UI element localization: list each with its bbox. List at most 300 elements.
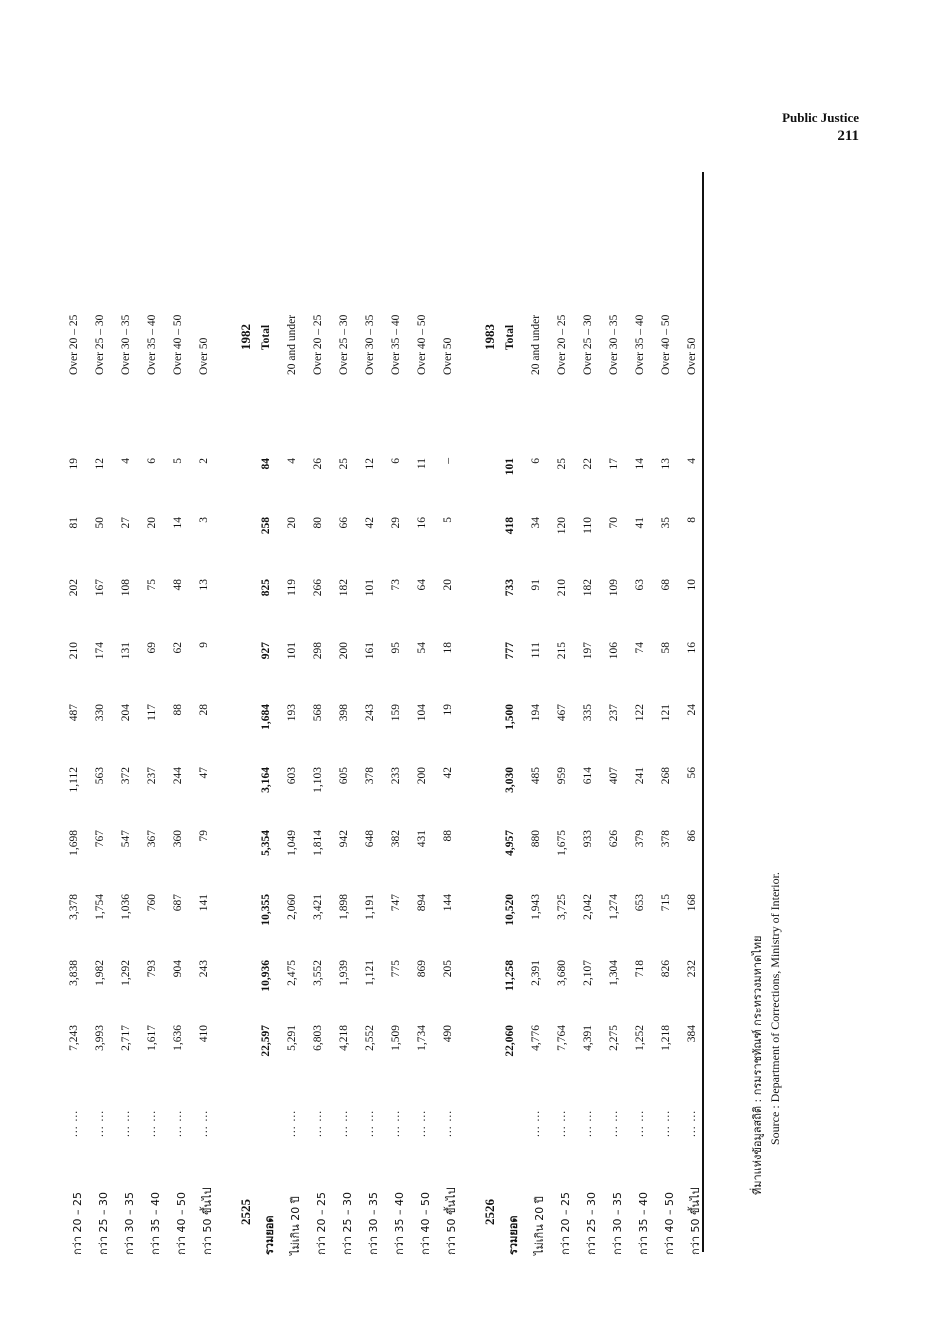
cell-value: 200 <box>416 767 428 785</box>
row-label-english: Over 50 <box>198 337 210 375</box>
cell-value: 101 <box>286 642 298 660</box>
cell-value: 167 <box>94 579 106 597</box>
row-label-thai: กว่า 30 – 35 <box>367 1192 380 1255</box>
cell-value: 793 <box>146 960 158 978</box>
table-row <box>64 185 90 1255</box>
cell-value: 161 <box>364 642 376 660</box>
row-label-thai: กว่า 35 – 40 <box>393 1192 406 1255</box>
cell-value: 70 <box>608 517 620 529</box>
table-row <box>334 185 360 1255</box>
cell-value: 2,107 <box>582 960 594 986</box>
cell-value: 210 <box>556 579 568 597</box>
cell-value: 159 <box>390 704 402 722</box>
cell-value: 182 <box>582 579 594 597</box>
cell-value: 232 <box>686 960 698 978</box>
leader-dots: ... ... <box>442 1109 454 1137</box>
leader-dots: ... ... <box>686 1109 698 1137</box>
row-label-english: Over 25 – 30 <box>582 314 594 375</box>
cell-value: 42 <box>442 767 454 779</box>
cell-value: 1,617 <box>146 1025 158 1051</box>
cell-value: 1,675 <box>556 830 568 856</box>
cell-value: 8 <box>686 517 698 523</box>
cell-value: 2,717 <box>120 1025 132 1051</box>
row-label-thai: กว่า 50 ขึ้นไป <box>445 1187 458 1255</box>
cell-value: 894 <box>416 894 428 912</box>
cell-value: 131 <box>120 642 132 660</box>
cell-value: 1,252 <box>634 1025 646 1051</box>
cell-value: 119 <box>286 579 298 596</box>
cell-value: 194 <box>530 704 542 722</box>
cell-value: 244 <box>172 767 184 785</box>
cell-value: 410 <box>198 1025 210 1043</box>
cell-value: 3,552 <box>312 960 324 986</box>
cell-value: 13 <box>660 458 672 470</box>
cell-value: 1,103 <box>312 767 324 793</box>
cell-value: 101 <box>504 458 516 476</box>
leader-dots: ... ... <box>416 1109 428 1137</box>
cell-value: 4 <box>286 458 298 464</box>
cell-value: 3,164 <box>260 767 272 793</box>
cell-value: 20 <box>442 579 454 591</box>
row-label-english: Over 35 – 40 <box>634 314 646 375</box>
cell-value: 431 <box>416 830 428 848</box>
cell-value: 563 <box>94 767 106 785</box>
cell-value: 2,275 <box>608 1025 620 1051</box>
row-label-english: Over 40 – 50 <box>172 314 184 375</box>
cell-value: 378 <box>364 767 376 785</box>
cell-value: 1,112 <box>68 767 80 793</box>
cell-value: 109 <box>608 579 620 597</box>
cell-value: 19 <box>442 704 454 716</box>
cell-value: 20 <box>146 517 158 529</box>
cell-value: 22,060 <box>504 1025 516 1057</box>
row-label-thai: กว่า 40 – 50 <box>175 1192 188 1255</box>
cell-value: 1,698 <box>68 830 80 856</box>
cell-value: 24 <box>686 704 698 716</box>
cell-value: 108 <box>120 579 132 597</box>
row-label-thai: กว่า 50 ขึ้นไป <box>201 1187 214 1255</box>
cell-value: 7,764 <box>556 1025 568 1051</box>
cell-value: 35 <box>660 517 672 529</box>
row-label-english: Over 35 – 40 <box>390 314 402 375</box>
cell-value: 63 <box>634 579 646 591</box>
cell-value: 75 <box>146 579 158 591</box>
cell-value: 243 <box>364 704 376 722</box>
cell-value: 193 <box>286 704 298 722</box>
table-row <box>578 185 604 1255</box>
cell-value: 50 <box>94 517 106 529</box>
cell-value: 372 <box>120 767 132 785</box>
table-row <box>116 185 142 1255</box>
cell-value: 1,292 <box>120 960 132 986</box>
cell-value: 4,776 <box>530 1025 542 1051</box>
cell-value: 14 <box>634 458 646 470</box>
cell-value: 237 <box>608 704 620 722</box>
cell-value: 1,636 <box>172 1025 184 1051</box>
cell-value: 64 <box>416 579 428 591</box>
leader-dots: ... ... <box>120 1109 132 1137</box>
leader-dots: ... ... <box>390 1109 402 1137</box>
cell-value: 243 <box>198 960 210 978</box>
cell-value: 367 <box>146 830 158 848</box>
row-label-english: Over 30 – 35 <box>608 314 620 375</box>
cell-value: 200 <box>338 642 350 660</box>
cell-value: 14 <box>172 517 184 529</box>
leader-dots: ... ... <box>68 1109 80 1137</box>
leader-dots: ... ... <box>634 1109 646 1137</box>
row-label-english: 20 and under <box>286 314 298 375</box>
table-row <box>552 185 578 1255</box>
cell-value: 335 <box>582 704 594 722</box>
cell-value: 2,042 <box>582 894 594 920</box>
cell-value: 117 <box>146 704 158 721</box>
row-label-english: Over 50 <box>442 337 454 375</box>
cell-value: 626 <box>608 830 620 848</box>
leader-dots: ... ... <box>172 1109 184 1137</box>
cell-value: 653 <box>634 894 646 912</box>
cell-value: 4,218 <box>338 1025 350 1051</box>
leader-dots: ... ... <box>364 1109 376 1137</box>
year-thai: 2526 <box>482 1199 497 1225</box>
cell-value: 360 <box>172 830 184 848</box>
cell-value: 1,509 <box>390 1025 402 1051</box>
year-english: 1983 <box>482 324 497 350</box>
cell-value: 7,243 <box>68 1025 80 1051</box>
cell-value: 605 <box>338 767 350 785</box>
row-label-english: 20 and under <box>530 314 542 375</box>
leader-dots: ... ... <box>338 1109 350 1137</box>
cell-value: 826 <box>660 960 672 978</box>
cell-value: 205 <box>442 960 454 978</box>
cell-value: 144 <box>442 894 454 912</box>
cell-value: 11,258 <box>504 960 516 991</box>
table-row <box>500 185 526 1255</box>
table-row <box>412 185 438 1255</box>
cell-value: 904 <box>172 960 184 978</box>
cell-value: 258 <box>260 517 272 535</box>
cell-value: 6 <box>530 458 542 464</box>
cell-value: 398 <box>338 704 350 722</box>
cell-value: 3,993 <box>94 1025 106 1051</box>
cell-value: 73 <box>390 579 402 591</box>
cell-value: 104 <box>416 704 428 722</box>
row-label-thai: กว่า 20 – 25 <box>559 1192 572 1255</box>
row-label-english: Over 35 – 40 <box>146 314 158 375</box>
cell-value: 767 <box>94 830 106 848</box>
cell-value: 22 <box>582 458 594 470</box>
cell-value: 110 <box>582 517 594 534</box>
cell-value: 3,378 <box>68 894 80 920</box>
cell-value: 648 <box>364 830 376 848</box>
cell-value: 16 <box>686 642 698 654</box>
cell-value: 25 <box>556 458 568 470</box>
cell-value: 197 <box>582 642 594 660</box>
cell-value: 5 <box>172 458 184 464</box>
cell-value: 384 <box>686 1025 698 1043</box>
row-label-english: Over 20 – 25 <box>312 314 324 375</box>
cell-value: 12 <box>364 458 376 470</box>
cell-value: 418 <box>504 517 516 535</box>
cell-value: 6,803 <box>312 1025 324 1051</box>
leader-dots: ... ... <box>286 1109 298 1137</box>
cell-value: 2 <box>198 458 210 464</box>
source-english: Source : Department of Corrections, Ministry of Interior. <box>768 872 782 1145</box>
table-row <box>282 185 308 1255</box>
row-label-english: Over 40 – 50 <box>416 314 428 375</box>
cell-value: 182 <box>338 579 350 597</box>
cell-value: 41 <box>634 517 646 529</box>
cell-value: 382 <box>390 830 402 848</box>
cell-value: 1,036 <box>120 894 132 920</box>
source-thai: ที่มาแห่งข้อมูลสถิติ : กรมราชทัณฑ์ กระทรวงมหาดไทย <box>751 935 764 1195</box>
table-row <box>168 185 194 1255</box>
row-label-english: Over 20 – 25 <box>556 314 568 375</box>
cell-value: 4 <box>120 458 132 464</box>
cell-value: 3 <box>198 517 210 523</box>
cell-value: 869 <box>416 960 428 978</box>
cell-value: 1,943 <box>530 894 542 920</box>
table-row <box>308 185 334 1255</box>
table-row <box>90 185 116 1255</box>
cell-value: 614 <box>582 767 594 785</box>
cell-value: 467 <box>556 704 568 722</box>
cell-value: 10 <box>686 579 698 591</box>
cell-value: 80 <box>312 517 324 529</box>
cell-value: 210 <box>68 642 80 660</box>
cell-value: 202 <box>68 579 80 597</box>
table-row <box>194 185 220 1255</box>
cell-value: 603 <box>286 767 298 785</box>
cell-value: 1,684 <box>260 704 272 730</box>
cell-value: 29 <box>390 517 402 529</box>
row-label-thai: กว่า 35 – 40 <box>149 1192 162 1255</box>
cell-value: 3,680 <box>556 960 568 986</box>
cell-value: 16 <box>416 517 428 529</box>
cell-value: 825 <box>260 579 272 597</box>
cell-value: 1,218 <box>660 1025 672 1051</box>
cell-value: 3,421 <box>312 894 324 920</box>
cell-value: 715 <box>660 894 672 912</box>
cell-value: 2,552 <box>364 1025 376 1051</box>
cell-value: 68 <box>660 579 672 591</box>
cell-value: 1,898 <box>338 894 350 920</box>
cell-value: 959 <box>556 767 568 785</box>
cell-value: 733 <box>504 579 516 597</box>
cell-value: 5 <box>442 517 454 523</box>
cell-value: 3,030 <box>504 767 516 793</box>
table-row <box>142 185 168 1255</box>
cell-value: 10,520 <box>504 894 516 926</box>
cell-value: 687 <box>172 894 184 912</box>
cell-value: 485 <box>530 767 542 785</box>
cell-value: 1,121 <box>364 960 376 986</box>
cell-value: 1,274 <box>608 894 620 920</box>
cell-value: 6 <box>390 458 402 464</box>
cell-value: 25 <box>338 458 350 470</box>
row-label-thai: กว่า 25 – 30 <box>341 1192 354 1255</box>
cell-value: 1,304 <box>608 960 620 986</box>
cell-value: 174 <box>94 642 106 660</box>
row-label-english: Over 25 – 30 <box>338 314 350 375</box>
leader-dots: ... ... <box>660 1109 672 1137</box>
header-title: Public Justice <box>782 110 859 125</box>
row-label-thai: รวมยอด <box>263 1215 276 1255</box>
cell-value: 379 <box>634 830 646 848</box>
cell-value: 378 <box>660 830 672 848</box>
cell-value: 1,982 <box>94 960 106 986</box>
cell-value: 121 <box>660 704 672 722</box>
year-thai: 2525 <box>238 1199 253 1225</box>
cell-value: 330 <box>94 704 106 722</box>
cell-value: 58 <box>660 642 672 654</box>
cell-value: 120 <box>556 517 568 535</box>
cell-value: 4,391 <box>582 1025 594 1051</box>
leader-dots: ... ... <box>198 1109 210 1137</box>
cell-value: 48 <box>172 579 184 591</box>
cell-value: 4,957 <box>504 830 516 856</box>
table-row <box>386 185 412 1255</box>
cell-value: 17 <box>608 458 620 470</box>
table-row <box>656 185 682 1255</box>
cell-value: 204 <box>120 704 132 722</box>
cell-value: 4 <box>686 458 698 464</box>
year-english: 1982 <box>238 324 253 350</box>
cell-value: 111 <box>530 642 542 659</box>
cell-value: 18 <box>442 642 454 654</box>
cell-value: 42 <box>364 517 376 529</box>
rotated-table <box>60 185 782 1255</box>
cell-value: 88 <box>442 830 454 842</box>
row-label-english: Over 30 – 35 <box>364 314 376 375</box>
row-label-thai: กว่า 50 ขึ้นไป <box>689 1187 702 1255</box>
cell-value: 74 <box>634 642 646 654</box>
leader-dots: ... ... <box>608 1109 620 1137</box>
cell-value: 490 <box>442 1025 454 1043</box>
cell-value: 101 <box>364 579 376 597</box>
table-row <box>526 185 552 1255</box>
cell-value: 13 <box>198 579 210 591</box>
cell-value: 942 <box>338 830 350 848</box>
cell-value: 266 <box>312 579 324 597</box>
cell-value: 1,734 <box>416 1025 428 1051</box>
cell-value: 3,838 <box>68 960 80 986</box>
leader-dots: ... ... <box>556 1109 568 1137</box>
cell-value: 47 <box>198 767 210 779</box>
cell-value: 760 <box>146 894 158 912</box>
cell-value: 28 <box>198 704 210 716</box>
cell-value: 88 <box>172 704 184 716</box>
leader-dots: ... ... <box>94 1109 106 1137</box>
cell-value: – <box>442 458 454 464</box>
cell-value: 241 <box>634 767 646 785</box>
row-label-english: Total <box>504 324 516 350</box>
cell-value: 34 <box>530 517 542 529</box>
cell-value: 20 <box>286 517 298 529</box>
cell-value: 22,597 <box>260 1025 272 1057</box>
row-label-english: Total <box>260 324 272 350</box>
row-label-english: Over 40 – 50 <box>660 314 672 375</box>
table-row <box>360 185 386 1255</box>
cell-value: 91 <box>530 579 542 591</box>
row-label-thai: กว่า 35 – 40 <box>637 1192 650 1255</box>
cell-value: 10,936 <box>260 960 272 992</box>
cell-value: 122 <box>634 704 646 722</box>
cell-value: 880 <box>530 830 542 848</box>
cell-value: 81 <box>68 517 80 529</box>
cell-value: 12 <box>94 458 106 470</box>
cell-value: 233 <box>390 767 402 785</box>
cell-value: 747 <box>390 894 402 912</box>
cell-value: 106 <box>608 642 620 660</box>
row-label-thai: กว่า 30 – 35 <box>611 1192 624 1255</box>
row-label-thai: กว่า 20 – 25 <box>71 1192 84 1255</box>
leader-dots: ... ... <box>312 1109 324 1137</box>
row-label-thai: ไม่เกิน 20 ปี <box>289 1196 302 1255</box>
table-row <box>256 185 282 1255</box>
cell-value: 62 <box>172 642 184 654</box>
page-number: 211 <box>837 128 859 144</box>
cell-value: 777 <box>504 642 516 660</box>
cell-value: 2,060 <box>286 894 298 920</box>
cell-value: 141 <box>198 894 210 912</box>
cell-value: 54 <box>416 642 428 654</box>
cell-value: 927 <box>260 642 272 660</box>
row-label-thai: รวมยอด <box>507 1215 520 1255</box>
row-label-thai: กว่า 25 – 30 <box>97 1192 110 1255</box>
cell-value: 95 <box>390 642 402 654</box>
cell-value: 718 <box>634 960 646 978</box>
cell-value: 5,354 <box>260 830 272 856</box>
cell-value: 9 <box>198 642 210 648</box>
cell-value: 1,500 <box>504 704 516 730</box>
row-label-english: Over 25 – 30 <box>94 314 106 375</box>
table-row <box>682 185 708 1255</box>
page-header <box>782 110 859 145</box>
leader-dots: ... ... <box>582 1109 594 1137</box>
cell-value: 487 <box>68 704 80 722</box>
cell-value: 2,391 <box>530 960 542 986</box>
cell-value: 11 <box>416 458 428 470</box>
row-label-thai: กว่า 25 – 30 <box>585 1192 598 1255</box>
row-label-thai: กว่า 40 – 50 <box>663 1192 676 1255</box>
leader-dots: ... ... <box>530 1109 542 1137</box>
cell-value: 79 <box>198 830 210 842</box>
cell-value: 86 <box>686 830 698 842</box>
cell-value: 6 <box>146 458 158 464</box>
cell-value: 298 <box>312 642 324 660</box>
table-row <box>630 185 656 1255</box>
cell-value: 215 <box>556 642 568 660</box>
cell-value: 5,291 <box>286 1025 298 1051</box>
cell-value: 237 <box>146 767 158 785</box>
row-label-english: Over 50 <box>686 337 698 375</box>
cell-value: 933 <box>582 830 594 848</box>
cell-value: 1,754 <box>94 894 106 920</box>
cell-value: 84 <box>260 458 272 470</box>
row-label-thai: กว่า 30 – 35 <box>123 1192 136 1255</box>
table-row <box>438 185 464 1255</box>
table-row <box>604 185 630 1255</box>
cell-value: 56 <box>686 767 698 779</box>
cell-value: 1,049 <box>286 830 298 856</box>
cell-value: 3,725 <box>556 894 568 920</box>
row-label-english: Over 30 – 35 <box>120 314 132 375</box>
cell-value: 168 <box>686 894 698 912</box>
cell-value: 2,475 <box>286 960 298 986</box>
cell-value: 775 <box>390 960 402 978</box>
cell-value: 547 <box>120 830 132 848</box>
cell-value: 26 <box>312 458 324 470</box>
